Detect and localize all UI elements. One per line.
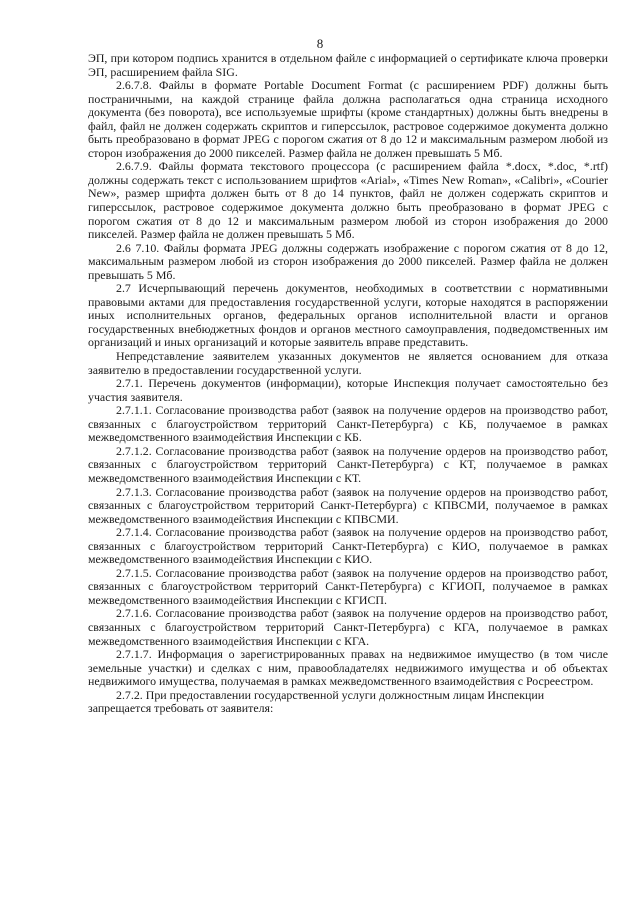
paragraph-non-submission: Непредставление заявителем указанных документов не является основанием для отказа заявителю в предоставлении государственной услуги. (88, 349, 608, 377)
paragraph-2-7-1-3: 2.7.1.3. Согласование производства работ (заявок на получение ордеров на производство работ, связанных с благоустройством территорий Санкт-Петербурга) с КПВСМИ, получаемое в рамках межведомственного взаимодействия Инспекции с КПВСМИ. (88, 484, 608, 526)
paragraph-2-7-1-4: 2.7.1.4. Согласование производства работ (заявок на получение ордеров на производство работ, связанных с благоустройством территорий Санкт-Петербурга) с КИО, получаемое в рамках межведомственного взаимодействия Инспекции с КИО. (88, 525, 608, 567)
paragraph-2-7-1-6: 2.7.1.6. Согласование производства работ (заявок на получение ордеров на производство работ, связанных с благоустройством территорий Санкт-Петербурга) с КГА, получаемое в рамках межведомственного взаимодействия Инспекции с КГА. (88, 606, 608, 648)
paragraph-2-6-7-8: 2.6.7.8. Файлы в формате Portable Document Format (с расширением PDF) должны быть постраничными, на каждой странице файла должна располагаться одна страница исходного документа (без поворота), все используемые шрифты (кроме стандартных) должны быть внедрены в файл, файл не должен содержать скриптов и гиперссылок, растровое содержимое документа должно быть преобразовано в формат JPEG с порогом сжатия от 8 до 12 и максимальным размером любой из сторон изображения до 2000 пикселей. Размер файла не должен превышать 5 Мб. (88, 78, 608, 160)
paragraph-2-7: 2.7 Исчерпывающий перечень документов, необходимых в соответствии с нормативными правовыми актами для предоставления государственной услуги, которые находятся в распоряжении иных исполнительных органов, федеральных органов исполнительной власти и органов государственных внебюджетных фондов и органов местного самоуправления, подведомственных им организаций и иных организаций и которые заявитель вправе представить. (88, 281, 608, 350)
paragraph-2-7-2: 2.7.2. При предоставлении государственной услуги должностным лицам Инспекции запрещается требовать от заявителя: (88, 687, 545, 716)
paragraph-2-7-1-5: 2.7.1.5. Согласование производства работ (заявок на получение ордеров на производство работ, связанных с благоустройством территорий Санкт-Петербурга) с КГИОП, получаемое в рамках межведомственного взаимодействия Инспекции с КГИСП. (88, 565, 608, 607)
paragraph-2-7-1-7: 2.7.1.7. Информация о зарегистрированных правах на недвижимое имущество (в том числе земельные участки) и сделках с ним, правообладателях недвижимого имущества и об объектах недвижимого имущества, получаемая в рамках межведомственного взаимодействия с Росреестром. (88, 647, 608, 689)
page-number: 8 (316, 36, 324, 51)
document-body (88, 52, 608, 716)
paragraph-2-6-7-9: 2.6.7.9. Файлы формата текстового процессора (с расширением файла *.docx, *.doc, *.rtf) должны содержать текст с использованием шрифтов «Arial», «Times New Roman», «Calibri», «Courier New», размер шрифта должен быть от 8 до 14 пунктов, файл не должен содержать скриптов и гиперссылок, растровое содержимое документа должно быть преобразовано в формат JPEG с порогом сжатия от 8 до 12 и максимальным размером любой из сторон изображения до 2000 пикселей. Размер файла не должен превышать 5 Мб. (88, 159, 608, 242)
paragraph-continuation: ЭП, при котором подпись хранится в отдельном файле с информацией о сертификате ключа проверки ЭП, расширением файла SIG. (88, 51, 608, 79)
paragraph-2-7-1: 2.7.1. Перечень документов (информации), которые Инспекция получает самостоятельно без участия заявителя. (88, 376, 608, 404)
paragraph-2-7-1-2: 2.7.1.2. Согласование производства работ (заявок на получение ордеров на производство работ, связанных с благоустройством территорий Санкт-Петербурга) с КТ, получаемое в рамках межведомственного взаимодействия Инспекции с КТ. (88, 443, 608, 485)
paragraph-2-7-1-1: 2.7.1.1. Согласование производства работ (заявок на получение ордеров на производство работ, связанных с благоустройством территорий Санкт-Петербурга) с КБ, получаемое в рамках межведомственного взаимодействия Инспекции с КБ. (88, 403, 608, 445)
paragraph-2-6-7-10: 2.6 7.10. Файлы формата JPEG должны содержать изображение с порогом сжатия от 8 до 12, максимальным размером любой из сторон изображения до 2000 пикселей. Размер файла не должен превышать 5 Мб. (88, 240, 608, 282)
